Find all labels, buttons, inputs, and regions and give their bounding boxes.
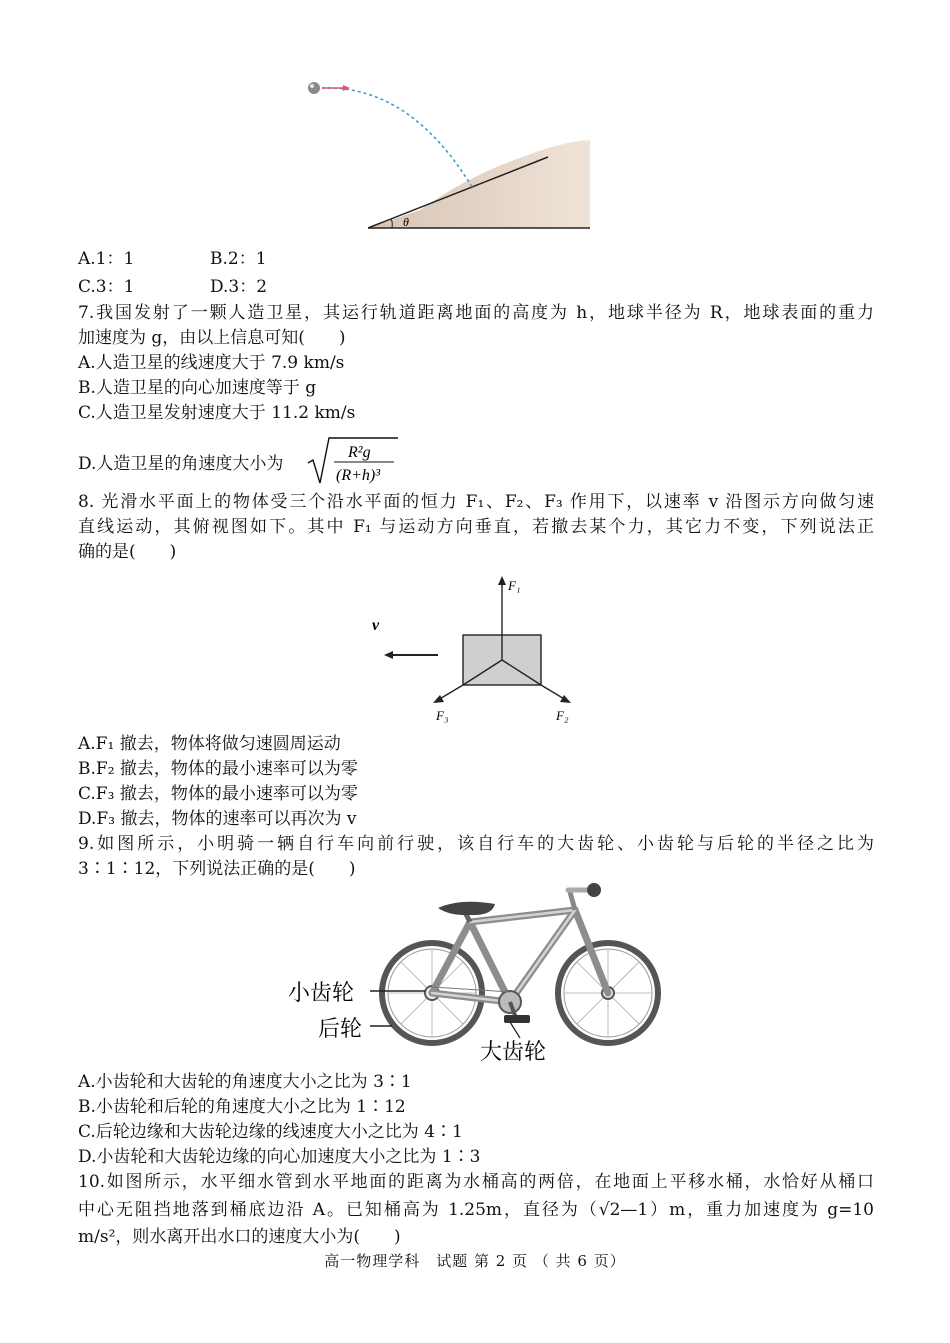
f2-label: F₂ [556,708,569,723]
q9-stem-line2: 3∶1∶12，下列说法正确的是( ) [78,859,356,879]
q10-stem-line3: m/s²，则水离开出水口的速度大小为( ) [78,1227,401,1247]
q9-option-c: C.后轮边缘和大齿轮边缘的线速度大小之比为 4∶1 [78,1122,463,1142]
q9-option-b: B.小齿轮和后轮的角速度大小之比为 1∶12 [78,1097,406,1117]
q7-option-c: C.人造卫星发射速度大于 11.2 km/s [78,403,356,423]
projectile-incline-figure [300,70,600,235]
trajectory-path [322,88,472,187]
q6-option-d: D.3：2 [210,277,268,297]
bicycle-figure [280,880,680,1070]
q9-option-a: A.小齿轮和大齿轮的角速度大小之比为 3∶1 [78,1072,412,1092]
q10-stem-line1: 10.如图所示，水平细水管到水平地面的距离为水桶高的两倍，在地面上平移水桶，水恰好从桶口 [78,1172,874,1192]
seat [438,902,495,915]
fraction-numerator: R²g [348,444,371,461]
q9-stem-line1: 9.如图所示，小明骑一辆自行车向前行驶，该自行车的大齿轮、小齿轮与后轮的半径之比为 [78,834,874,854]
q6-option-b: B.2：1 [210,249,267,269]
q8-option-c: C.F₃ 撤去，物体的最小速率可以为零 [78,784,358,804]
sqrt-fraction-formula [306,435,416,487]
f2-arrow [541,685,566,700]
velocity-arrowhead [343,85,350,91]
ball [308,82,320,94]
q8-stem-line2: 直线运动，其俯视图如下。其中 F₁ 与运动方向垂直，若撤去某个力，其它力不变，下列说法正 [78,517,874,537]
f3-label: F₃ [436,708,449,723]
q7-stem-line1: 7.我国发射了一颗人造卫星，其运行轨道距离地面的高度为 h，地球半径为 R，地球表面的重力 [78,303,874,323]
q8-option-b: B.F₂ 撤去，物体的最小速率可以为零 [78,759,358,779]
angle-label: θ [403,215,409,229]
force-diagram-figure [360,570,590,730]
f1-label: F₁ [508,578,521,593]
q7-option-d: D.人造卫星的角速度大小为 [78,454,284,474]
q8-option-a: A.F₁ 撤去，物体将做匀速圆周运动 [78,734,341,754]
q10-stem-line2: 中心无阻挡地落到桶底边沿 A。已知桶高为 1.25m，直径为（√2—1）m，重力加速度为 g=10 [78,1200,874,1220]
q7-option-a: A.人造卫星的线速度大于 7.9 km/s [78,353,345,373]
q6-option-c: C.3：1 [78,277,135,297]
q8-stem-line1: 8. 光滑水平面上的物体受三个沿水平面的恒力 F₁、F₂、F₃ 作用下，以速率 v 沿图示方向做匀速 [78,492,874,512]
v-label: v [372,617,380,634]
small-gear-label: 小齿轮 [288,981,355,1006]
q8-option-d: D.F₃ 撤去，物体的速率可以再次为 v [78,809,357,829]
big-gear-label: 大齿轮 [480,1040,547,1065]
f3-arrow [438,685,463,700]
fraction-denominator: (R+h)³ [336,467,381,484]
pedal [504,1015,530,1023]
q7-stem-line2: 加速度为 g，由以上信息可知( ) [78,328,346,348]
page-footer: 高一物理学科 试题 第 2 页 （ 共 6 页） [324,1252,626,1270]
q6-option-a: A.1：1 [78,249,135,269]
q8-stem-line3: 确的是( ) [78,542,177,562]
q7-option-b: B.人造卫星的向心加速度等于 g [78,378,317,398]
rear-wheel-label: 后轮 [318,1017,363,1042]
q9-option-d: D.小齿轮和大齿轮边缘的向心加速度大小之比为 1∶3 [78,1147,481,1167]
